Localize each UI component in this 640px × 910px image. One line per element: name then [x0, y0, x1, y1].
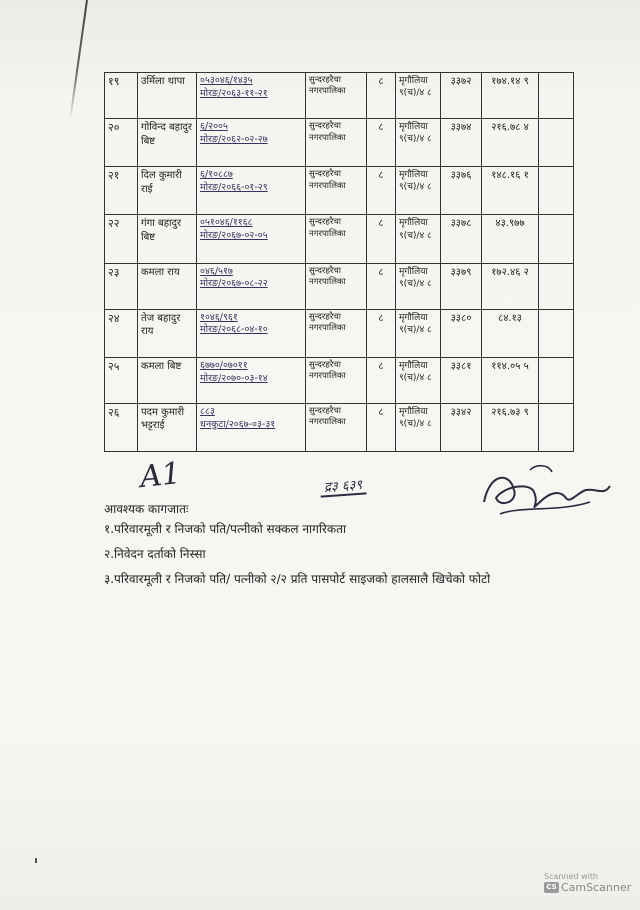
land-records-table	[104, 72, 574, 452]
row-citizenship	[197, 357, 306, 403]
row-citizenship-number: ८८३	[200, 405, 215, 417]
row-citizenship-number: १०४६/९६१	[200, 311, 238, 323]
row-plot-number: ३३७६	[441, 167, 482, 215]
required-docs-heading: आवश्यक कागजातः	[104, 502, 189, 516]
row-ward: ८	[367, 357, 396, 403]
row-citizenship	[197, 309, 306, 357]
signature-2: द्र३ ६३९	[319, 474, 366, 497]
row-area: २१६.७८ ४	[482, 119, 539, 167]
row-citizenship	[197, 73, 306, 119]
row-citizenship-issue: मोरङ/२०६७-०२-०५	[200, 230, 268, 242]
row-name: तेज बहादुर राय	[138, 309, 197, 357]
row-location: मृगौलिया ९(च)/४ ८	[396, 263, 441, 309]
row-ward: ८	[367, 167, 396, 215]
row-citizenship-issue: धनकुटा/२०६७-०३-३१	[200, 418, 276, 430]
signature-1: A1	[138, 455, 183, 496]
table-row	[105, 403, 574, 451]
required-doc-item: ३.परिवारमूली र निजको पति/ पत्नीको २/२ प्रति पासपोर्ट साइजको हालसालै खिचेको फोटो	[104, 572, 491, 586]
row-location: मृगौलिया ९(च)/४ ८	[396, 215, 441, 263]
row-area: १७२.४६ २	[482, 263, 539, 309]
required-docs-list	[104, 521, 490, 596]
row-area: ८४.१३	[482, 309, 539, 357]
row-blank	[539, 263, 574, 309]
row-name: पदम कुमारी भट्टराई	[138, 403, 197, 451]
row-area: ४३.९७७	[482, 215, 539, 263]
row-blank	[539, 215, 574, 263]
row-citizenship	[197, 263, 306, 309]
row-ward: ८	[367, 263, 396, 309]
row-blank	[539, 119, 574, 167]
row-citizenship-issue: मोरङ/२०६७-०८-२२	[200, 278, 268, 290]
row-plot-number: ३३७९	[441, 263, 482, 309]
row-location: मृगौलिया ९(च)/४ ८	[396, 403, 441, 451]
row-serial: २५	[105, 357, 138, 403]
row-serial: २४	[105, 309, 138, 357]
required-doc-item: १.परिवारमूली र निजको पति/पत्नीको सक्कल नागरिकता	[104, 522, 347, 536]
row-citizenship	[197, 403, 306, 451]
row-citizenship-number: ६७७०/०७०११	[200, 359, 248, 371]
row-citizenship-number: ६/१०८८७	[200, 169, 233, 181]
row-plot-number: ३३७२	[441, 73, 482, 119]
row-name: गंगा बहादुर बिष्ट	[138, 215, 197, 263]
row-location: मृगौलिया ९(च)/४ ८	[396, 73, 441, 119]
row-ward: ८	[367, 309, 396, 357]
row-blank	[539, 167, 574, 215]
row-serial: २१	[105, 167, 138, 215]
row-area: १४८.१६ १	[482, 167, 539, 215]
row-municipality: सुन्दरहरैचा नगरपालिका	[306, 167, 367, 215]
row-serial: २३	[105, 263, 138, 309]
records-table-body	[105, 73, 574, 452]
row-municipality: सुन्दरहरैचा नगरपालिका	[306, 357, 367, 403]
row-name: गोविन्द बहादुर बिष्ट	[138, 119, 197, 167]
row-area: ११४.०५ ५	[482, 357, 539, 403]
row-municipality: सुन्दरहरैचा नगरपालिका	[306, 119, 367, 167]
camscanner-watermark	[544, 872, 636, 894]
row-serial: २६	[105, 403, 138, 451]
row-citizenship-number: ०५३०४६/१४३५	[200, 75, 253, 86]
row-citizenship-number: ०४६/५१७	[200, 265, 233, 277]
signature-3-scribble	[470, 462, 620, 522]
row-name: उर्मिला थापा	[138, 73, 197, 119]
row-blank	[539, 403, 574, 451]
watermark-brand: CamScanner	[561, 881, 632, 894]
row-blank	[539, 309, 574, 357]
row-citizenship-issue: मोरङ/२०६२-०२-२७	[200, 133, 268, 145]
row-citizenship	[197, 167, 306, 215]
row-location: मृगौलिया ९(च)/४ ८	[396, 309, 441, 357]
table-row	[105, 263, 574, 309]
row-plot-number: ३३८१	[441, 357, 482, 403]
row-plot-number: ३३८०	[441, 309, 482, 357]
row-municipality: सुन्दरहरैचा नगरपालिका	[306, 73, 367, 119]
row-plot-number: ३३४२	[441, 403, 482, 451]
table-row	[105, 73, 574, 119]
row-citizenship-number: ६/२००५	[200, 121, 228, 133]
row-blank	[539, 357, 574, 403]
row-ward: ८	[367, 403, 396, 451]
row-location: मृगौलिया ९(च)/४ ८	[396, 119, 441, 167]
row-serial: २२	[105, 215, 138, 263]
row-location: मृगौलिया ९(च)/४ ८	[396, 167, 441, 215]
table-row	[105, 167, 574, 215]
row-municipality: सुन्दरहरैचा नगरपालिका	[306, 215, 367, 263]
row-name: कमला बिष्ट	[138, 357, 197, 403]
watermark-scanned-with: Scanned with	[544, 872, 599, 881]
row-municipality: सुन्दरहरैचा नगरपालिका	[306, 263, 367, 309]
row-citizenship	[197, 119, 306, 167]
row-plot-number: ३३७४	[441, 119, 482, 167]
row-area: २१६.७३ ९	[482, 403, 539, 451]
row-name: दिल कुमारी राई	[138, 167, 197, 215]
row-municipality: सुन्दरहरैचा नगरपालिका	[306, 309, 367, 357]
table-row	[105, 357, 574, 403]
row-ward: ८	[367, 73, 396, 119]
row-area: १७४.१४ ९	[482, 73, 539, 119]
row-serial: २०	[105, 119, 138, 167]
table-row	[105, 309, 574, 357]
row-municipality: सुन्दरहरैचा नगरपालिका	[306, 403, 367, 451]
row-citizenship-issue: मोरङ/२०६८-०४-१०	[200, 324, 268, 336]
row-ward: ८	[367, 215, 396, 263]
required-doc-item: २.निवेदन दर्ताको निस्सा	[104, 547, 206, 561]
row-citizenship	[197, 215, 306, 263]
row-plot-number: ३३७८	[441, 215, 482, 263]
row-blank	[539, 73, 574, 119]
table-row	[105, 119, 574, 167]
row-citizenship-number: ०५१०४६/११६८	[200, 217, 253, 229]
row-citizenship-issue: मोरङ/२०६६-०१-२९	[200, 182, 268, 194]
ink-speck	[35, 858, 37, 863]
row-ward: ८	[367, 119, 396, 167]
row-location: मृगौलिया ९(च)/४ ८	[396, 357, 441, 403]
row-citizenship-issue: मोरङ/२०६३-११-२१	[200, 87, 268, 99]
camscanner-logo-icon: CS	[544, 882, 559, 893]
row-serial: १९	[105, 73, 138, 119]
row-citizenship-issue: मोरङ/२०७०-०३-१४	[200, 372, 268, 384]
row-name: कमला राय	[138, 263, 197, 309]
table-row	[105, 215, 574, 263]
